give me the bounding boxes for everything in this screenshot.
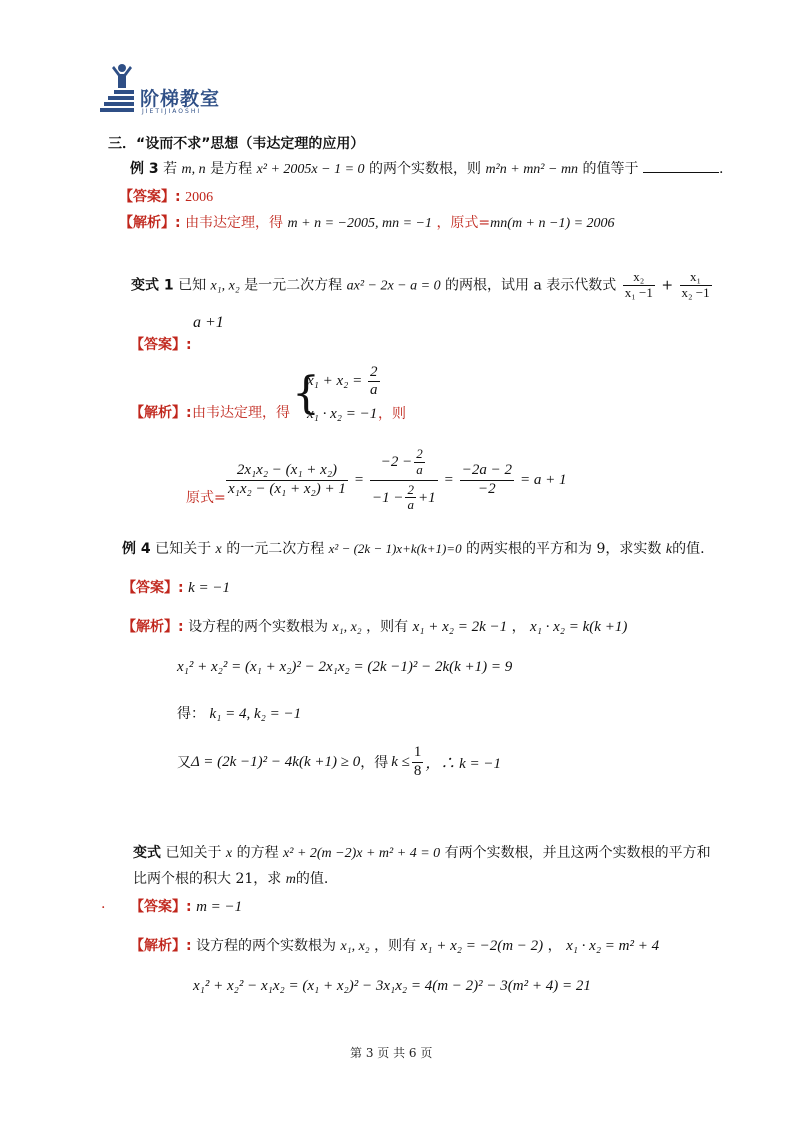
ex4-answer	[122, 577, 230, 597]
ex4-line4-k: k ≤	[391, 753, 410, 770]
var2-question-line2	[133, 868, 328, 888]
var1-q-frac2: $\frac{\text{x₁}}{\text{x₂ −1}}$	[681, 269, 710, 300]
var2-q4-pre: 比两个根的积大 21，求	[133, 871, 282, 887]
var1-q-pre: 已知	[178, 277, 207, 294]
logo	[100, 62, 240, 118]
ex3-q-post: 的值等于	[582, 161, 639, 177]
ex3-answer-blank	[643, 158, 719, 173]
var2-analysis-text: 设方程的两个实数根为	[196, 938, 337, 954]
ex4-sep: ，	[511, 619, 526, 635]
var1-eq-1: =	[353, 471, 364, 488]
var1-q-eq: ax² − 2x − a = 0	[346, 278, 441, 294]
logo-name: 阶梯教室	[140, 88, 221, 110]
var2-line2: x₁² + x₂² − x₁x₂ = (x₁ + x₂)² − 3x₁x₂ = 4(m − 2)² − 3(m² + 4) = 21	[193, 978, 591, 994]
ex4-line4-pre: 又	[177, 755, 191, 771]
var1-analysis-text: 由韦达定理，得	[192, 405, 290, 421]
ex4-line3-pre: 得：	[177, 706, 205, 722]
var1-system-brace: {	[292, 368, 320, 419]
var2-q3: 有两个实数根，并且这两个实数根的平方和	[444, 845, 711, 861]
var2-analysis	[130, 935, 659, 955]
ex4-roots: x₁, x₂	[332, 620, 362, 635]
ex4-line4	[177, 742, 501, 782]
ex4-line4-mid: ，得	[360, 755, 389, 771]
var1-derivation	[224, 444, 566, 516]
ex4-q-x: x	[215, 542, 222, 557]
var1-eq-2: =	[443, 471, 454, 488]
var2-answer-value: m = −1	[196, 899, 243, 915]
ex4-analysis	[122, 616, 627, 636]
ex3-analysis-eq: m + n = −2005, mn = −1	[287, 216, 432, 231]
ex3-label: 例 3	[130, 161, 159, 177]
var2-answer-label: 【答案】:	[130, 899, 192, 915]
var1-answer-value: a +1	[193, 314, 224, 331]
var2-q4-end: 的值.	[295, 871, 329, 887]
page-footer: 第 3 页 共 6 页	[350, 1046, 433, 1060]
var2-analysis-label: 【解析】:	[130, 938, 192, 954]
var1-analysis-label: 【解析】:	[130, 405, 192, 421]
ex4-line4-eq: Δ = (2k −1)² − 4k(k +1) ≥ 0	[191, 753, 361, 770]
ex4-answer-label: 【答案】:	[122, 580, 184, 596]
ex4-line4-frac: $\frac{1}{8}$	[413, 744, 422, 779]
ex4-analysis-text: 设方程的两个实数根为	[188, 619, 329, 635]
ex3-analysis-label: 【解析】:	[119, 215, 181, 231]
var1-mid-frac: −2 − $\frac{2}{a}$ −1 − $\frac{2}{a}$ +1	[371, 445, 436, 513]
ex3-question	[130, 158, 723, 178]
var1-system-line2: x₁ · x₂ = −1	[307, 406, 378, 422]
var1-q-mid: 是一元二次方程	[244, 277, 343, 294]
ex4-q1: 已知关于	[155, 541, 212, 557]
var2-question-line1	[133, 842, 711, 862]
ex4-answer-value: k = −1	[188, 580, 230, 596]
ex4-line3-eq: k₁ = 4, k₂ = −1	[209, 706, 302, 722]
var2-q-x: x	[225, 846, 233, 861]
ex3-answer	[119, 186, 213, 206]
ex4-line3	[177, 703, 301, 723]
ex3-q-end: .	[718, 161, 724, 177]
ex4-eq2: x₁ · x₂ = k(k +1)	[530, 619, 628, 635]
var2-answer	[130, 896, 242, 916]
var1-q-frac1: $\frac{\text{x₂}}{\text{x₁ −1}}$	[624, 269, 653, 300]
section-title: 三．“设而不求”思想（韦达定理的应用）	[108, 136, 365, 152]
ex3-analysis-eq2: mn(m + n −1) = 2006	[490, 216, 615, 231]
var1-big-frac: $\frac{\text{2x₁x₂ − (x₁ + x₂)}}{\text{x₁x₂ − (x₁ + x₂) + 1}}$	[228, 462, 346, 497]
var2-label: 变式	[133, 845, 161, 861]
ex4-eq1: x₁ + x₂ = 2k −1	[412, 619, 508, 635]
var2-sep: ，	[547, 938, 562, 954]
ex3-analysis-comma: ，原式=	[436, 215, 491, 231]
var1-result: = a + 1	[519, 471, 567, 488]
var2-q1: 已知关于	[165, 845, 222, 861]
var1-answer-label: 【答案】:	[130, 337, 192, 353]
var1-q-plus: +	[661, 277, 674, 294]
ex4-question	[122, 538, 705, 558]
ex4-line2: x₁² + x₂² = (x₁ + x₂)² − 2x₁x₂ = (2k −1)² − 2k(k +1) = 9	[177, 659, 513, 675]
ex4-then: ，则有	[366, 619, 409, 635]
var2-q-eq: x² + 2(m −2)x + m² + 4 = 0	[283, 846, 441, 861]
ex4-q-k: k	[665, 542, 673, 557]
ex3-answer-value: 2006	[185, 190, 214, 205]
ex4-q-eq: x² − (2k − 1)x+k(k+1)=0	[328, 541, 462, 556]
ex4-q4: 的值.	[672, 541, 705, 557]
var2-q4-m: m	[285, 872, 296, 887]
logo-staircase-icon	[100, 62, 140, 114]
ex3-q-mid: 是方程	[210, 161, 253, 177]
ex4-q3: 的两实根的平方和为 9，求实数	[466, 541, 662, 557]
ex3-q-mid2: 的两个实数根，则	[368, 161, 481, 177]
var1-orig-label: 原式=	[186, 490, 226, 506]
var2-q2: 的方程	[236, 845, 279, 861]
var1-r3-frac: $\frac{-2a - 2}{-2}$	[461, 462, 512, 497]
var1-system-line1: x₁ + x₂ = $\frac{2}{a}$	[307, 364, 378, 399]
ex3-q-eq: x² + 2005x − 1 = 0	[256, 162, 365, 177]
var1-question	[131, 270, 714, 301]
logo-subtitle: JIETIJIAOSHI	[142, 108, 202, 115]
var1-system-then: ，则	[378, 406, 406, 422]
var1-label: 变式 1	[131, 277, 174, 294]
ex3-analysis-text: 由韦达定理，得	[185, 215, 284, 231]
var2-eq2: x₁ · x₂ = m² + 4	[566, 938, 660, 954]
var2-stray-dot: .	[101, 896, 106, 912]
var1-q-mid2: 的两根，试用 a 表示代数式	[445, 277, 617, 294]
ex3-answer-label: 【答案】:	[119, 189, 181, 205]
ex3-q-vars: m, n	[181, 162, 206, 177]
var2-then: ，则有	[374, 938, 417, 954]
ex4-analysis-label: 【解析】:	[122, 619, 184, 635]
var1-sys-frac: $\frac{2}{a}$	[370, 364, 378, 399]
ex3-analysis	[119, 212, 615, 232]
ex4-line4-end: ，∴ k = −1	[425, 755, 502, 772]
ex3-q-pre: 若	[163, 161, 178, 177]
var1-q-vars: x₁, x₂	[210, 278, 240, 294]
ex4-label: 例 4	[122, 541, 151, 557]
ex3-q-expr: m²n + mn² − mn	[485, 162, 579, 177]
var2-eq1: x₁ + x₂ = −2(m − 2)	[420, 938, 544, 954]
ex4-q2: 的一元二次方程	[226, 541, 325, 557]
var2-roots: x₁, x₂	[340, 939, 370, 954]
